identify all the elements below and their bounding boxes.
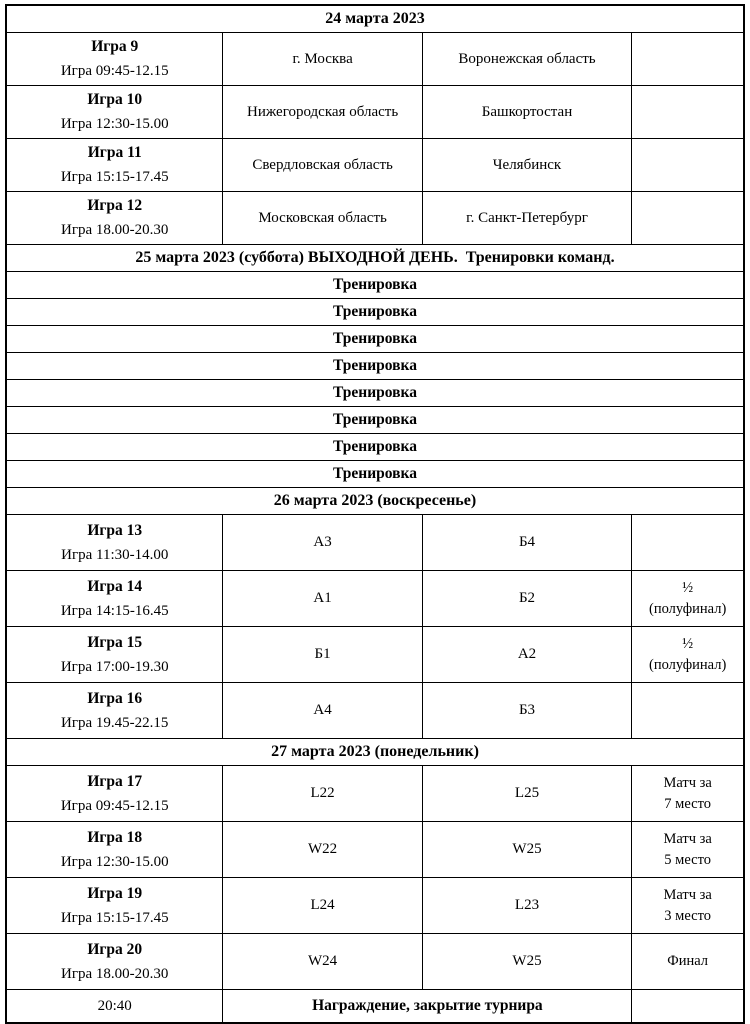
game-time: Игра 18.00-20.30 xyxy=(61,965,169,982)
date-header-row xyxy=(6,739,744,766)
training-label: Тренировка xyxy=(6,326,744,353)
note-cell xyxy=(632,139,744,192)
date-header-row xyxy=(6,488,744,515)
game-number: Игра 10 xyxy=(87,91,143,108)
game-number: Игра 11 xyxy=(87,144,142,161)
game-time: Игра 17:00-19.30 xyxy=(60,658,169,675)
date-header: 25 марта 2023 (суббота) ВЫХОДНОЙ ДЕНЬ. Тренировки команд. xyxy=(6,245,744,272)
training-label: Тренировка xyxy=(6,299,744,326)
team-right-cell: г. Санкт-Петербург xyxy=(422,192,632,245)
game-number: Игра 17 xyxy=(87,772,143,790)
note-cell xyxy=(632,571,744,627)
training-row xyxy=(6,326,744,353)
game-time: Игра 11:30-14.00 xyxy=(61,546,169,563)
team-right-cell: L23 xyxy=(422,878,632,934)
note-cell xyxy=(632,627,744,683)
game-row xyxy=(6,766,744,822)
game-time: Игра 15:15-17.45 xyxy=(60,169,169,185)
note-cell xyxy=(632,683,744,739)
game-info-cell xyxy=(6,822,223,878)
game-row xyxy=(6,934,744,990)
team-left-cell: А4 xyxy=(223,683,422,739)
game-row xyxy=(6,192,744,245)
note-line-2: (полуфинал) xyxy=(648,656,727,673)
game-info-cell xyxy=(6,683,223,739)
closing-note-cell xyxy=(632,990,744,1024)
note-cell xyxy=(632,192,744,245)
team-right-cell: Б3 xyxy=(422,683,632,739)
note-line-2: 3 место xyxy=(664,907,711,924)
game-info-cell xyxy=(6,33,223,86)
note-cell xyxy=(632,86,744,139)
note-line-2: (полуфинал) xyxy=(648,600,727,617)
game-time: Игра 15:15-17.45 xyxy=(60,909,169,926)
game-info-cell xyxy=(6,192,223,245)
team-right-cell: А2 xyxy=(422,627,632,683)
game-time: Игра 09:45-12.15 xyxy=(60,63,169,79)
training-row xyxy=(6,353,744,380)
game-number: Игра 12 xyxy=(87,197,143,214)
training-label: Тренировка xyxy=(6,272,744,299)
note-line-2: 7 место xyxy=(664,795,711,812)
game-time: Игра 18.00-20.30 xyxy=(61,222,169,238)
game-number: Игра 13 xyxy=(87,521,143,539)
team-right-cell: Б4 xyxy=(422,515,632,571)
date-header-row xyxy=(6,245,744,272)
team-right-cell: L25 xyxy=(422,766,632,822)
training-label: Тренировка xyxy=(6,461,744,488)
game-number: Игра 14 xyxy=(87,577,143,595)
game-number: Игра 9 xyxy=(91,38,139,55)
game-time: Игра 12:30-15.00 xyxy=(60,116,169,132)
note-line-1: ½ xyxy=(682,579,694,596)
game-number: Игра 20 xyxy=(87,940,143,958)
game-number: Игра 19 xyxy=(87,884,143,902)
note-line-1: ½ xyxy=(682,635,694,652)
game-row xyxy=(6,627,744,683)
team-left-cell: W22 xyxy=(223,822,422,878)
game-row xyxy=(6,683,744,739)
team-right-cell: Б2 xyxy=(422,571,632,627)
training-label: Тренировка xyxy=(6,407,744,434)
note-line-1: Финал xyxy=(667,953,709,969)
game-number: Игра 18 xyxy=(87,828,143,846)
game-row xyxy=(6,878,744,934)
team-left-cell: А3 xyxy=(223,515,422,571)
game-info-cell xyxy=(6,766,223,822)
game-row xyxy=(6,139,744,192)
training-row xyxy=(6,299,744,326)
game-time: Игра 12:30-15.00 xyxy=(60,853,169,870)
team-right-cell: Башкортостан xyxy=(422,86,632,139)
note-cell xyxy=(632,515,744,571)
date-header: 26 марта 2023 (воскресенье) xyxy=(6,488,744,515)
training-label: Тренировка xyxy=(6,434,744,461)
note-line-1: Матч за xyxy=(663,774,712,791)
team-left-cell: А1 xyxy=(223,571,422,627)
training-row xyxy=(6,380,744,407)
note-cell xyxy=(632,878,744,934)
game-info-cell xyxy=(6,515,223,571)
note-cell xyxy=(632,33,744,86)
team-left-cell: L22 xyxy=(223,766,422,822)
training-row xyxy=(6,461,744,488)
game-number: Игра 15 xyxy=(87,633,143,651)
team-left-cell: L24 xyxy=(223,878,422,934)
game-info-cell xyxy=(6,934,223,990)
date-header: 27 марта 2023 (понедельник) xyxy=(6,739,744,766)
note-cell xyxy=(632,934,744,990)
team-right-cell: Воронежская область xyxy=(422,33,632,86)
team-left-cell: W24 xyxy=(223,934,422,990)
training-row xyxy=(6,272,744,299)
team-right-cell: W25 xyxy=(422,934,632,990)
note-line-2: 5 место xyxy=(664,851,711,868)
tournament-schedule-table xyxy=(5,4,745,1024)
date-header: 24 марта 2023 xyxy=(6,5,744,33)
training-row xyxy=(6,434,744,461)
game-number: Игра 16 xyxy=(87,689,143,707)
game-time: Игра 19.45-22.15 xyxy=(61,714,169,731)
team-right-cell: Челябинск xyxy=(422,139,632,192)
note-cell xyxy=(632,766,744,822)
game-info-cell xyxy=(6,139,223,192)
team-left-cell: Свердловская область xyxy=(223,139,422,192)
closing-label: Награждение, закрытие турнира xyxy=(223,990,632,1024)
team-left-cell: Нижегородская область xyxy=(223,86,422,139)
game-row xyxy=(6,571,744,627)
game-row xyxy=(6,822,744,878)
team-left-cell: Московская область xyxy=(223,192,422,245)
game-info-cell xyxy=(6,878,223,934)
team-left-cell: г. Москва xyxy=(223,33,422,86)
game-time: Игра 09:45-12.15 xyxy=(60,797,169,814)
team-left-cell: Б1 xyxy=(223,627,422,683)
note-line-1: Матч за xyxy=(663,886,712,903)
game-info-cell xyxy=(6,571,223,627)
game-row xyxy=(6,33,744,86)
training-row xyxy=(6,407,744,434)
game-time: Игра 14:15-16.45 xyxy=(60,602,169,619)
closing-row xyxy=(6,990,744,1024)
game-row xyxy=(6,86,744,139)
note-line-1: Матч за xyxy=(663,830,712,847)
date-header-row xyxy=(6,5,744,33)
team-right-cell: W25 xyxy=(422,822,632,878)
game-info-cell xyxy=(6,86,223,139)
training-label: Тренировка xyxy=(6,380,744,407)
game-row xyxy=(6,515,744,571)
note-cell xyxy=(632,822,744,878)
training-label: Тренировка xyxy=(6,353,744,380)
game-info-cell xyxy=(6,627,223,683)
closing-time: 20:40 xyxy=(6,990,223,1024)
